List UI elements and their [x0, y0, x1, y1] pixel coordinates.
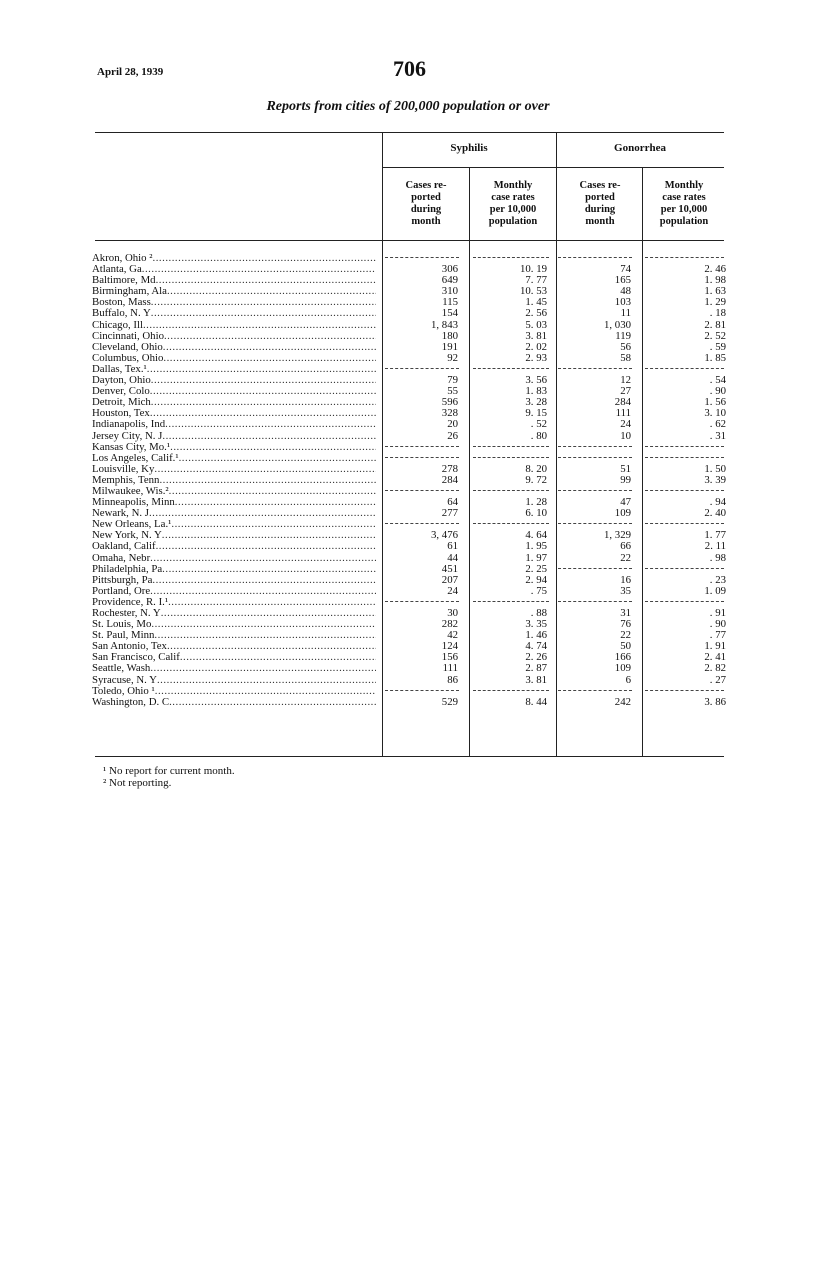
table-cell: 284 — [441, 473, 458, 486]
city-name: Boston, Mass ..... — [92, 297, 376, 308]
city-name: Minneapolis, Minn ..... — [92, 497, 376, 508]
table-cell: 2. 02 — [525, 340, 547, 353]
table-cell: 42 — [447, 629, 458, 642]
no-data-dash — [473, 368, 549, 369]
table-cell: 596 — [441, 396, 458, 409]
table-cell: 30 — [447, 607, 458, 619]
table-cell: 4. 74 — [525, 640, 547, 653]
city-name: Providence, R. I.¹ ..... — [92, 597, 376, 608]
table-cell: 207 — [441, 573, 458, 586]
city-name: Indianapolis, Ind ..... — [92, 419, 376, 430]
city-name: Toledo, Ohio ¹ ..... — [92, 686, 376, 697]
table-cell: 1. 77 — [704, 529, 726, 542]
table-cell: . 31 — [709, 429, 726, 442]
table-cell: . 59 — [709, 340, 726, 353]
table-row — [92, 662, 726, 675]
table-cell: 278 — [441, 462, 458, 475]
table-cell: 109 — [614, 507, 631, 520]
city-name: St. Louis, Mo ..... — [92, 619, 376, 630]
table-cell: 1. 28 — [525, 496, 547, 509]
table-cell: 9. 15 — [525, 407, 547, 420]
page-number: 706 — [393, 56, 426, 81]
table-row — [92, 673, 726, 686]
table-cell: 1. 50 — [704, 462, 726, 475]
table-cell: 1. 46 — [525, 629, 547, 642]
table-cell: . 94 — [709, 496, 726, 509]
table-cell: 1, 843 — [431, 318, 458, 331]
city-name: Detroit, Mich ..... — [92, 397, 376, 408]
no-data-dash — [385, 523, 459, 524]
table-cell: 7. 77 — [525, 274, 547, 287]
group-header-syphilis: Syphilis — [450, 142, 488, 154]
table-cell: 79 — [447, 374, 458, 387]
table-cell: 3. 39 — [704, 473, 726, 486]
table-cell: 277 — [441, 507, 458, 520]
table-cell: 103 — [614, 296, 631, 309]
table-cell: 31 — [620, 607, 631, 619]
no-data-dash — [473, 257, 549, 258]
city-name: Kansas City, Mo.¹ ..... — [92, 442, 376, 453]
no-data-dash — [558, 457, 632, 458]
table-cell: 6. 10 — [525, 507, 547, 520]
table-cell: 16 — [620, 573, 631, 586]
city-name: Chicago, Ill ..... — [92, 320, 376, 331]
table-cell: . 90 — [709, 618, 726, 631]
table-cell: 66 — [620, 540, 631, 553]
table-cell: 48 — [620, 285, 631, 298]
city-name: Columbus, Ohio ..... — [92, 353, 376, 364]
table-cell: 99 — [620, 473, 631, 486]
column-header-syphilis-rates: Monthly case rates per 10,000 population — [488, 180, 538, 227]
table-cell: 1. 98 — [704, 274, 726, 287]
table-cell: 119 — [615, 329, 631, 342]
no-data-dash — [558, 257, 632, 258]
table-cell: 10. 53 — [520, 285, 547, 298]
table-cell: 310 — [441, 285, 458, 298]
table-cell: 47 — [620, 496, 631, 509]
city-name: Washington, D. C ..... — [92, 697, 376, 708]
table-cell: 1. 85 — [704, 351, 726, 364]
table-cell: . 27 — [709, 673, 726, 686]
city-name: Louisville, Ky ..... — [92, 464, 376, 475]
no-data-dash — [645, 690, 724, 691]
table-cell: 58 — [620, 351, 631, 364]
table-row — [92, 584, 726, 597]
no-data-dash — [558, 446, 632, 447]
city-name: Dayton, Ohio ..... — [92, 375, 376, 386]
table-cell: 35 — [620, 584, 631, 597]
table-cell: 180 — [441, 329, 458, 342]
city-name: San Francisco, Calif ..... — [92, 652, 376, 663]
column-header-rule — [95, 240, 724, 241]
no-data-dash — [645, 601, 724, 602]
city-name: Jersey City, N. J ..... — [92, 431, 376, 442]
city-name: Seattle, Wash ..... — [92, 663, 376, 674]
city-name: Newark, N. J ..... — [92, 508, 376, 519]
table-row — [92, 540, 726, 553]
table-cell: 156 — [441, 651, 458, 664]
table-cell: 3. 86 — [704, 695, 726, 708]
no-data-dash — [558, 523, 632, 524]
table-cell: 64 — [447, 496, 458, 509]
table-cell: 115 — [442, 296, 458, 309]
table-cell: 1, 329 — [604, 529, 631, 542]
table-cell: 10. 19 — [520, 263, 547, 276]
table-cell: 2. 82 — [704, 662, 726, 675]
table-cell: . 18 — [709, 307, 726, 320]
table-cell: 61 — [447, 540, 458, 553]
table-bottom-rule — [95, 756, 724, 757]
no-data-dash — [558, 690, 632, 691]
table-cell: 191 — [441, 340, 458, 353]
no-data-dash — [385, 257, 459, 258]
table-cell: 3, 476 — [431, 529, 458, 542]
no-data-dash — [558, 368, 632, 369]
column-header-syphilis-cases: Cases re- ported during month — [405, 180, 447, 227]
no-data-dash — [558, 601, 632, 602]
group-header-gonorrhea: Gonorrhea — [614, 142, 666, 154]
table-cell: 20 — [447, 418, 458, 431]
table-cell: 111 — [442, 662, 458, 675]
city-name: Omaha, Nebr ..... — [92, 553, 376, 564]
column-header-gonorrhea-cases: Cases re- ported during month — [579, 180, 621, 227]
table-row — [92, 318, 726, 331]
footnote: ² Not reporting. — [103, 777, 172, 789]
table-cell: 1. 45 — [525, 296, 547, 309]
table-cell: 6 — [625, 673, 631, 686]
table-cell: 111 — [615, 407, 631, 420]
no-data-dash — [473, 490, 549, 491]
city-name: New York, N. Y ..... — [92, 530, 376, 541]
city-name: Atlanta, Ga ..... — [92, 264, 376, 275]
table-cell: 2. 46 — [704, 263, 726, 276]
table-cell: . 90 — [709, 385, 726, 398]
table-cell: 2. 94 — [525, 573, 547, 586]
table-cell: 2. 11 — [704, 540, 726, 553]
table-cell: 27 — [620, 385, 631, 398]
table-cell: . 98 — [709, 551, 726, 564]
table-cell: 2. 56 — [525, 307, 547, 320]
table-cell: 50 — [620, 640, 631, 653]
table-row — [92, 551, 726, 564]
city-name: Los Angeles, Calif.¹ ..... — [92, 453, 376, 464]
table-cell: . 52 — [530, 418, 547, 431]
table-cell: 44 — [447, 551, 458, 564]
table-cell: . 77 — [709, 629, 726, 642]
table-cell: 154 — [441, 307, 458, 320]
table-cell: 2. 25 — [525, 562, 547, 575]
table-cell: 649 — [441, 274, 458, 287]
table-cell: 3. 81 — [525, 673, 547, 686]
table-cell: 1. 29 — [704, 296, 726, 309]
table-cell: 1. 63 — [704, 285, 726, 298]
city-name: Baltimore, Md ..... — [92, 275, 376, 286]
table-row — [92, 307, 726, 320]
table-cell: 124 — [441, 640, 458, 653]
table-cell: 3. 28 — [525, 396, 547, 409]
no-data-dash — [645, 457, 724, 458]
no-data-dash — [473, 523, 549, 524]
no-data-dash — [385, 368, 459, 369]
table-cell: 3. 81 — [525, 329, 547, 342]
table-cell: 2. 87 — [525, 662, 547, 675]
table-cell: 1, 030 — [604, 318, 631, 331]
table-cell: 9. 72 — [525, 473, 547, 486]
table-row — [92, 473, 726, 486]
city-name: Denver, Colo ..... — [92, 386, 376, 397]
table-cell: 24 — [447, 584, 458, 597]
table-cell: 5. 03 — [525, 318, 547, 331]
table-cell: 529 — [441, 695, 458, 708]
no-data-dash — [473, 690, 549, 691]
table-row — [92, 429, 726, 442]
no-data-dash — [645, 523, 724, 524]
table-cell: 86 — [447, 673, 458, 686]
table-cell: . 62 — [709, 418, 726, 431]
table-cell: 4. 64 — [525, 529, 547, 542]
table-cell: . 91 — [709, 607, 726, 619]
table-cell: 92 — [447, 351, 458, 364]
table-cell: 2. 81 — [704, 318, 726, 331]
city-name: St. Paul, Minn ..... — [92, 630, 376, 641]
group-header-rule — [382, 167, 724, 168]
city-name: Cleveland, Ohio ..... — [92, 342, 376, 353]
table-row — [92, 441, 724, 453]
city-name: Houston, Tex ..... — [92, 408, 376, 419]
city-name: Dallas, Tex.¹ ..... — [92, 364, 376, 375]
no-data-dash — [473, 601, 549, 602]
table-cell: . 54 — [709, 374, 726, 387]
table-cell: 22 — [620, 629, 631, 642]
table-cell: 55 — [447, 385, 458, 398]
no-data-dash — [645, 490, 724, 491]
city-name: Syracuse, N. Y ..... — [92, 675, 376, 686]
table-cell: 12 — [620, 374, 631, 387]
city-name: Milwaukee, Wis.² ..... — [92, 486, 376, 497]
table-cell: . 88 — [530, 607, 547, 619]
table-cell: 22 — [620, 551, 631, 564]
table-cell: . 23 — [709, 573, 726, 586]
table-cell: 10 — [620, 429, 631, 442]
table-cell: 2. 26 — [525, 651, 547, 664]
city-name: Philadelphia, Pa ..... — [92, 564, 376, 575]
table-cell: 3. 35 — [525, 618, 547, 631]
no-data-dash — [473, 457, 549, 458]
city-name: Rochester, N. Y ..... — [92, 608, 376, 619]
table-cell: 76 — [620, 618, 631, 631]
table-cell: 11 — [620, 307, 631, 320]
table-cell: 2. 40 — [704, 507, 726, 520]
no-data-dash — [385, 690, 459, 691]
city-name: Oakland, Calif ..... — [92, 541, 376, 552]
table-cell: 306 — [441, 263, 458, 276]
table-cell: . 80 — [530, 429, 547, 442]
table-cell: 3. 56 — [525, 374, 547, 387]
table-cell: 109 — [614, 662, 631, 675]
table-cell: 1. 91 — [704, 640, 726, 653]
no-data-dash — [473, 446, 549, 447]
city-name: Memphis, Tenn ..... — [92, 475, 376, 486]
table-cell: 8. 20 — [525, 462, 547, 475]
table-cell: 1. 56 — [704, 396, 726, 409]
city-name: Pittsburgh, Pa ..... — [92, 575, 376, 586]
table-cell: 1. 83 — [525, 385, 547, 398]
table-body — [92, 253, 726, 708]
table-row — [92, 418, 726, 431]
no-data-dash — [645, 368, 724, 369]
table-cell: 282 — [441, 618, 458, 631]
city-name: Buffalo, N. Y ..... — [92, 308, 376, 319]
page-date: April 28, 1939 — [97, 66, 164, 78]
table-row — [92, 351, 726, 364]
table-cell: 3. 10 — [704, 407, 726, 420]
table-cell: 51 — [620, 462, 631, 475]
table-cell: 284 — [614, 396, 631, 409]
city-name: New Orleans, La.¹ ..... — [92, 519, 376, 530]
table-cell: 24 — [620, 418, 631, 431]
table-cell: 166 — [614, 651, 631, 664]
no-data-dash — [385, 490, 459, 491]
table-cell: 1. 97 — [525, 551, 547, 564]
no-data-dash — [385, 457, 459, 458]
table-cell: 2. 41 — [704, 651, 726, 664]
table-cell: 8. 44 — [525, 695, 547, 708]
table-row — [92, 695, 726, 708]
table-title: Reports from cities of 200,000 population or over — [266, 99, 550, 114]
footnotes — [103, 765, 235, 789]
table-cell: 1. 09 — [704, 584, 726, 597]
city-name: San Antonio, Tex ..... — [92, 641, 376, 652]
city-name: Cincinnati, Ohio ..... — [92, 331, 376, 342]
table-cell: 165 — [614, 274, 631, 287]
no-data-dash — [385, 601, 459, 602]
table-cell: 451 — [441, 562, 458, 575]
no-data-dash — [645, 568, 724, 569]
no-data-dash — [558, 568, 632, 569]
city-name: Akron, Ohio ² ..... — [92, 253, 376, 264]
table-top-rule — [95, 132, 724, 133]
table-cell: . 75 — [530, 584, 547, 597]
column-header-gonorrhea-rates: Monthly case rates per 10,000 population — [659, 180, 709, 227]
table-cell: 242 — [614, 695, 631, 708]
no-data-dash — [645, 446, 724, 447]
table-cell: 1. 95 — [525, 540, 547, 553]
footnote: ¹ No report for current month. — [103, 765, 235, 777]
table-cell: 2. 93 — [525, 351, 547, 364]
table-cell: 2. 52 — [704, 329, 726, 342]
city-name: Portland, Ore ..... — [92, 586, 376, 597]
no-data-dash — [558, 490, 632, 491]
table-cell: 56 — [620, 340, 631, 353]
table-cell: 26 — [447, 429, 458, 442]
no-data-dash — [385, 446, 459, 447]
table-row — [92, 507, 726, 520]
table-cell: 74 — [620, 263, 631, 276]
table-cell: 328 — [441, 407, 458, 420]
city-name: Birmingham, Ala ..... — [92, 286, 376, 297]
no-data-dash — [645, 257, 724, 258]
